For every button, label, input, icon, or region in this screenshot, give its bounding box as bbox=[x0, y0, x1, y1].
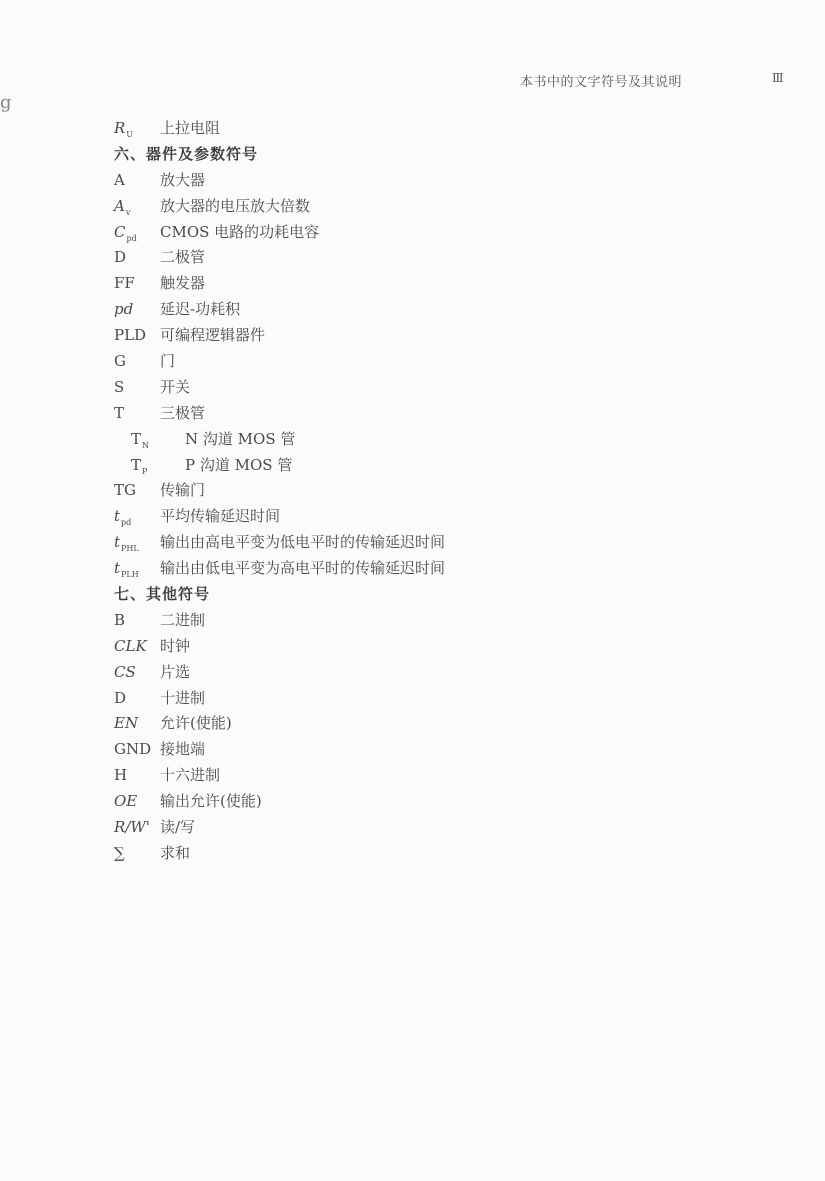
symbol-main: C bbox=[114, 222, 126, 241]
symbol-description: P 沟道 MOS 管 bbox=[185, 455, 293, 474]
symbol bbox=[114, 168, 125, 194]
symbol-main: FF bbox=[114, 274, 135, 293]
symbol-main: R/W' bbox=[114, 818, 150, 837]
symbol bbox=[114, 686, 126, 712]
symbol bbox=[114, 271, 135, 297]
symbol-list bbox=[114, 116, 734, 867]
symbol-description: 放大器 bbox=[160, 170, 206, 189]
symbol-main: B bbox=[114, 610, 126, 629]
symbol bbox=[114, 478, 136, 504]
symbol-description: 输出由低电平变为高电平时的传输延迟时间 bbox=[160, 559, 446, 578]
symbol bbox=[114, 711, 138, 737]
symbol bbox=[114, 194, 130, 222]
symbol-main: R bbox=[114, 119, 126, 137]
symbol-subscript: N bbox=[142, 440, 150, 450]
symbol bbox=[114, 504, 131, 532]
symbol-main: GND bbox=[114, 740, 152, 759]
running-header bbox=[520, 71, 790, 90]
symbol bbox=[114, 245, 126, 271]
symbol-description: 读/写 bbox=[160, 818, 196, 837]
symbol bbox=[114, 349, 126, 375]
symbol-main: TG bbox=[114, 481, 136, 500]
symbol-subscript: pd bbox=[121, 518, 132, 528]
symbol-description: 三极管 bbox=[160, 403, 206, 422]
symbol bbox=[114, 789, 137, 815]
symbol bbox=[114, 375, 124, 401]
symbol-entry bbox=[114, 504, 734, 530]
symbol-entry bbox=[114, 271, 734, 297]
symbol-description: 求和 bbox=[160, 843, 191, 862]
symbol-main: D bbox=[114, 688, 127, 707]
symbol bbox=[114, 608, 125, 634]
symbol-description: 平均传输延迟时间 bbox=[160, 507, 281, 526]
symbol-entry bbox=[114, 168, 734, 194]
symbol-entry bbox=[114, 323, 734, 349]
symbol-main: CLK bbox=[114, 636, 147, 655]
symbol-main: T bbox=[114, 403, 125, 422]
symbol-description: 十六进制 bbox=[160, 766, 221, 785]
symbol bbox=[114, 401, 124, 427]
symbol-main: EN bbox=[114, 714, 139, 733]
symbol-entry bbox=[114, 478, 734, 504]
symbol-entry bbox=[114, 453, 734, 479]
symbol-entry bbox=[114, 427, 734, 453]
symbol-subscript: P bbox=[142, 466, 148, 476]
symbol-entry bbox=[114, 245, 734, 271]
symbol-entry bbox=[114, 660, 734, 686]
symbol-entry bbox=[114, 789, 734, 815]
symbol bbox=[114, 220, 137, 248]
symbol bbox=[114, 116, 133, 144]
symbol bbox=[114, 297, 133, 323]
symbol bbox=[114, 737, 151, 763]
symbol-description: 延迟-功耗积 bbox=[160, 300, 241, 319]
symbol-main: t bbox=[114, 559, 121, 578]
symbol-entry bbox=[114, 841, 734, 867]
symbol-main: OE bbox=[114, 792, 138, 811]
symbol-description: N 沟道 MOS 管 bbox=[185, 429, 296, 448]
symbol-description: CMOS 电路的功耗电容 bbox=[160, 222, 320, 241]
symbol-main: CS bbox=[114, 662, 136, 681]
symbol-description: 输出由高电平变为低电平时的传输延迟时间 bbox=[160, 533, 446, 552]
symbol-entry bbox=[114, 556, 734, 582]
symbol-description: 输出允许(使能) bbox=[160, 792, 262, 811]
symbol-main: T bbox=[131, 429, 142, 448]
symbol-main: G bbox=[114, 352, 126, 371]
symbol bbox=[131, 427, 149, 455]
symbol-entry bbox=[114, 297, 734, 323]
section-heading-text: 七、其他符号 bbox=[114, 585, 211, 604]
symbol-entry bbox=[114, 194, 734, 220]
symbol-main: t bbox=[114, 533, 121, 552]
symbol-entry bbox=[114, 220, 734, 246]
symbol bbox=[114, 660, 136, 686]
symbol-entry bbox=[114, 737, 734, 763]
symbol-description: 可编程逻辑器件 bbox=[160, 326, 266, 345]
symbol-entry bbox=[114, 634, 734, 660]
symbol-description: 开关 bbox=[160, 377, 191, 396]
symbol-entry bbox=[114, 711, 734, 737]
symbol-description: 触发器 bbox=[160, 274, 206, 293]
symbol-entry bbox=[114, 815, 734, 841]
symbol-entry bbox=[114, 530, 734, 556]
symbol bbox=[114, 815, 150, 841]
symbol-entry bbox=[114, 401, 734, 427]
section-heading bbox=[114, 582, 734, 608]
symbol-description: 允许(使能) bbox=[160, 714, 232, 733]
symbol-description: 十进制 bbox=[160, 688, 206, 707]
symbol-main: T bbox=[131, 455, 142, 474]
symbol-main: t bbox=[114, 507, 121, 526]
symbol-description: 二进制 bbox=[160, 610, 206, 629]
symbol-main: PLD bbox=[114, 326, 147, 345]
symbol-subscript: U bbox=[126, 130, 134, 139]
symbol-main: A bbox=[114, 196, 125, 215]
symbol-main: ∑ bbox=[114, 843, 125, 862]
symbol bbox=[114, 634, 147, 660]
symbol bbox=[131, 453, 147, 481]
symbol-entry bbox=[114, 686, 734, 712]
symbol-description: 放大器的电压放大倍数 bbox=[160, 196, 311, 215]
symbol-entry bbox=[114, 349, 734, 375]
symbol-subscript: v bbox=[125, 207, 131, 217]
section-heading-text: 六、器件及参数符号 bbox=[114, 144, 259, 163]
page-edge-glyph: g bbox=[0, 92, 12, 113]
symbol bbox=[114, 323, 146, 349]
symbol-main: H bbox=[114, 766, 128, 785]
symbol-description: 二极管 bbox=[160, 248, 206, 267]
symbol-description: 接地端 bbox=[160, 740, 206, 759]
symbol bbox=[114, 841, 125, 867]
symbol bbox=[114, 530, 139, 558]
symbol bbox=[114, 763, 127, 789]
symbol-description: 门 bbox=[160, 352, 176, 371]
symbol-description: 片选 bbox=[160, 662, 191, 681]
symbol-entry bbox=[114, 763, 734, 789]
symbol-subscript: PLH bbox=[121, 570, 139, 580]
symbol-entry bbox=[114, 116, 734, 142]
symbol-subscript: PHL bbox=[121, 544, 139, 554]
symbol-entry bbox=[114, 375, 734, 401]
header-title: 本书中的文字符号及其说明 bbox=[520, 75, 683, 90]
symbol-description: 传输门 bbox=[160, 481, 206, 500]
symbol-subscript: pd bbox=[126, 233, 137, 243]
symbol-main: pd bbox=[114, 300, 134, 319]
page-number: Ⅲ bbox=[772, 71, 785, 85]
symbol-main: S bbox=[114, 377, 125, 396]
symbol bbox=[114, 556, 139, 584]
symbol-main: D bbox=[114, 248, 127, 267]
section-heading bbox=[114, 142, 734, 168]
symbol-description: 时钟 bbox=[160, 636, 191, 655]
symbol-entry bbox=[114, 608, 734, 634]
symbol-main: A bbox=[114, 170, 125, 189]
symbol-description: 上拉电阻 bbox=[160, 119, 221, 137]
